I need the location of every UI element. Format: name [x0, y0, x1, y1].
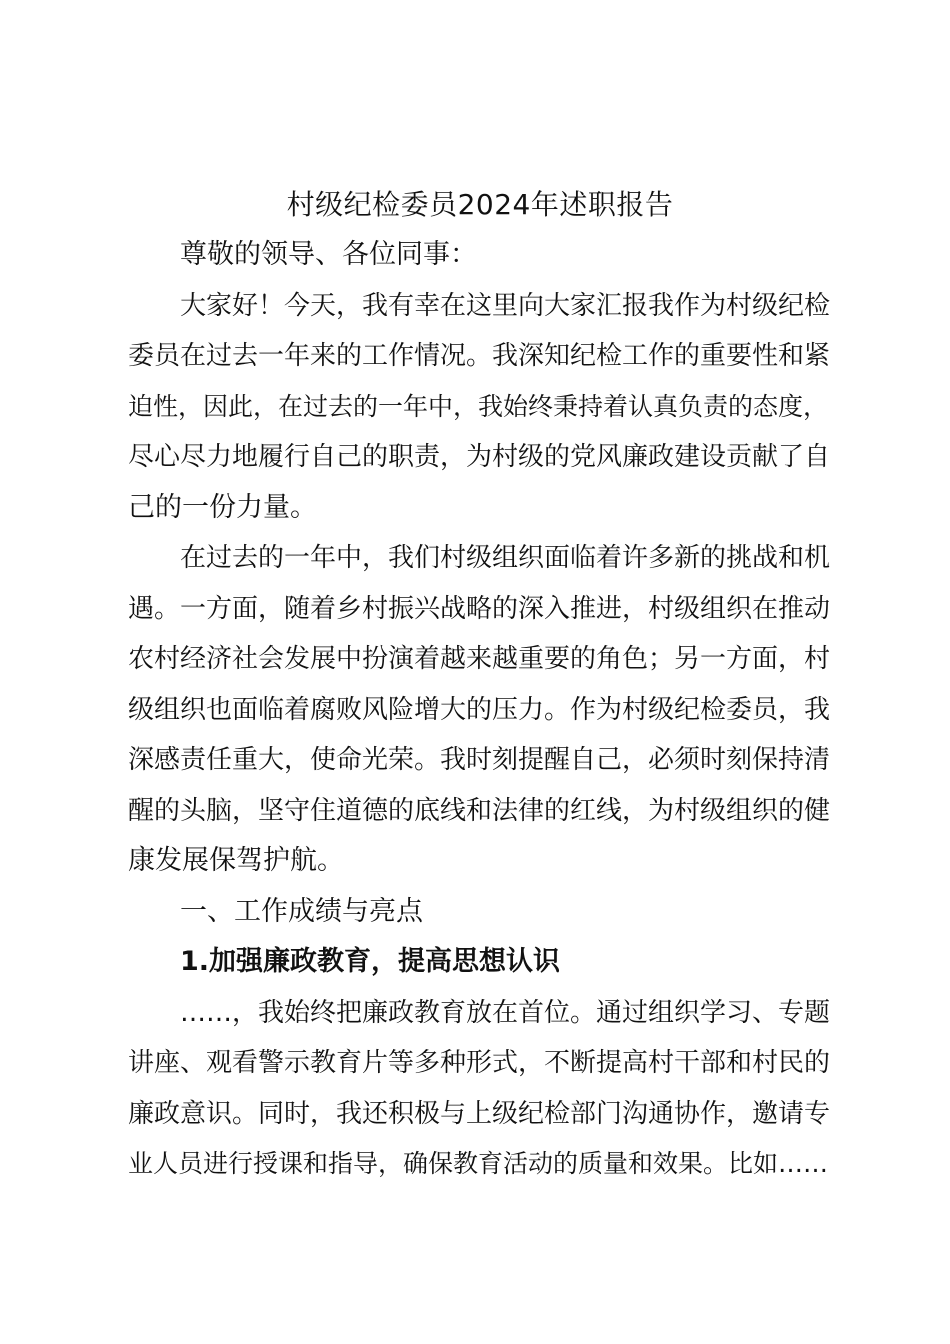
paragraph-line: 醒的头脑，坚守住道德的底线和法律的红线，为村级组织的健 — [128, 795, 831, 826]
subsection-heading: 1.加强廉政教育，提高思想认识 — [180, 946, 561, 977]
paragraph-context — [128, 533, 832, 887]
paragraph-intro — [128, 281, 832, 534]
paragraph-line: 己的一份力量。 — [128, 491, 317, 523]
paragraph-line: 康发展保驾护航。 — [128, 845, 344, 876]
paragraph-line: 委员在过去一年来的工作情况。我深知纪检工作的重要性和紧 — [128, 341, 831, 371]
paragraph-line: 农村经济社会发展中扮演着越来越重要的角色；另一方面，村 — [128, 644, 831, 674]
document-title: 村级纪检委员2024年述职报告 — [286, 188, 674, 221]
paragraph-line: 业人员进行授课和指导，确保教育活动的质量和效果。比如…… — [128, 1149, 829, 1178]
paragraph-line: 迫性，因此，在过去的一年中，我始终秉持着认真负责的态度， — [128, 391, 829, 421]
section-heading: 一、工作成绩与亮点 — [180, 895, 423, 927]
paragraph-line: 廉政意识。同时，我还积极与上级纪检部门沟通协作，邀请专 — [128, 1098, 831, 1129]
paragraph-line: 在过去的一年中，我们村级组织面临着许多新的挑战和机 — [180, 543, 831, 573]
paragraph-line: 深感责任重大，使命光荣。我时刻提醒自己，必须时刻保持清 — [128, 745, 831, 775]
paragraph-line: 遇。一方面，随着乡村振兴战略的深入推进，村级组织在推动 — [128, 593, 831, 624]
salutation: 尊敬的领导、各位同事： — [180, 239, 477, 270]
paragraph-line: 尽心尽力地履行自己的职责，为村级的党风廉政建设贡献了自 — [128, 442, 831, 472]
paragraph-line: 讲座、观看警示教育片等多种形式，不断提高村干部和村民的 — [128, 1048, 831, 1078]
document-page — [128, 180, 832, 1190]
paragraph-line: ……，我始终把廉政教育放在首位。通过组织学习、专题 — [180, 997, 831, 1028]
paragraph-line: 级组织也面临着腐败风险增大的压力。作为村级纪检委员，我 — [128, 694, 831, 725]
paragraph-education — [128, 988, 832, 1190]
paragraph-line: 大家好！今天，我有幸在这里向大家汇报我作为村级纪检 — [180, 290, 831, 321]
